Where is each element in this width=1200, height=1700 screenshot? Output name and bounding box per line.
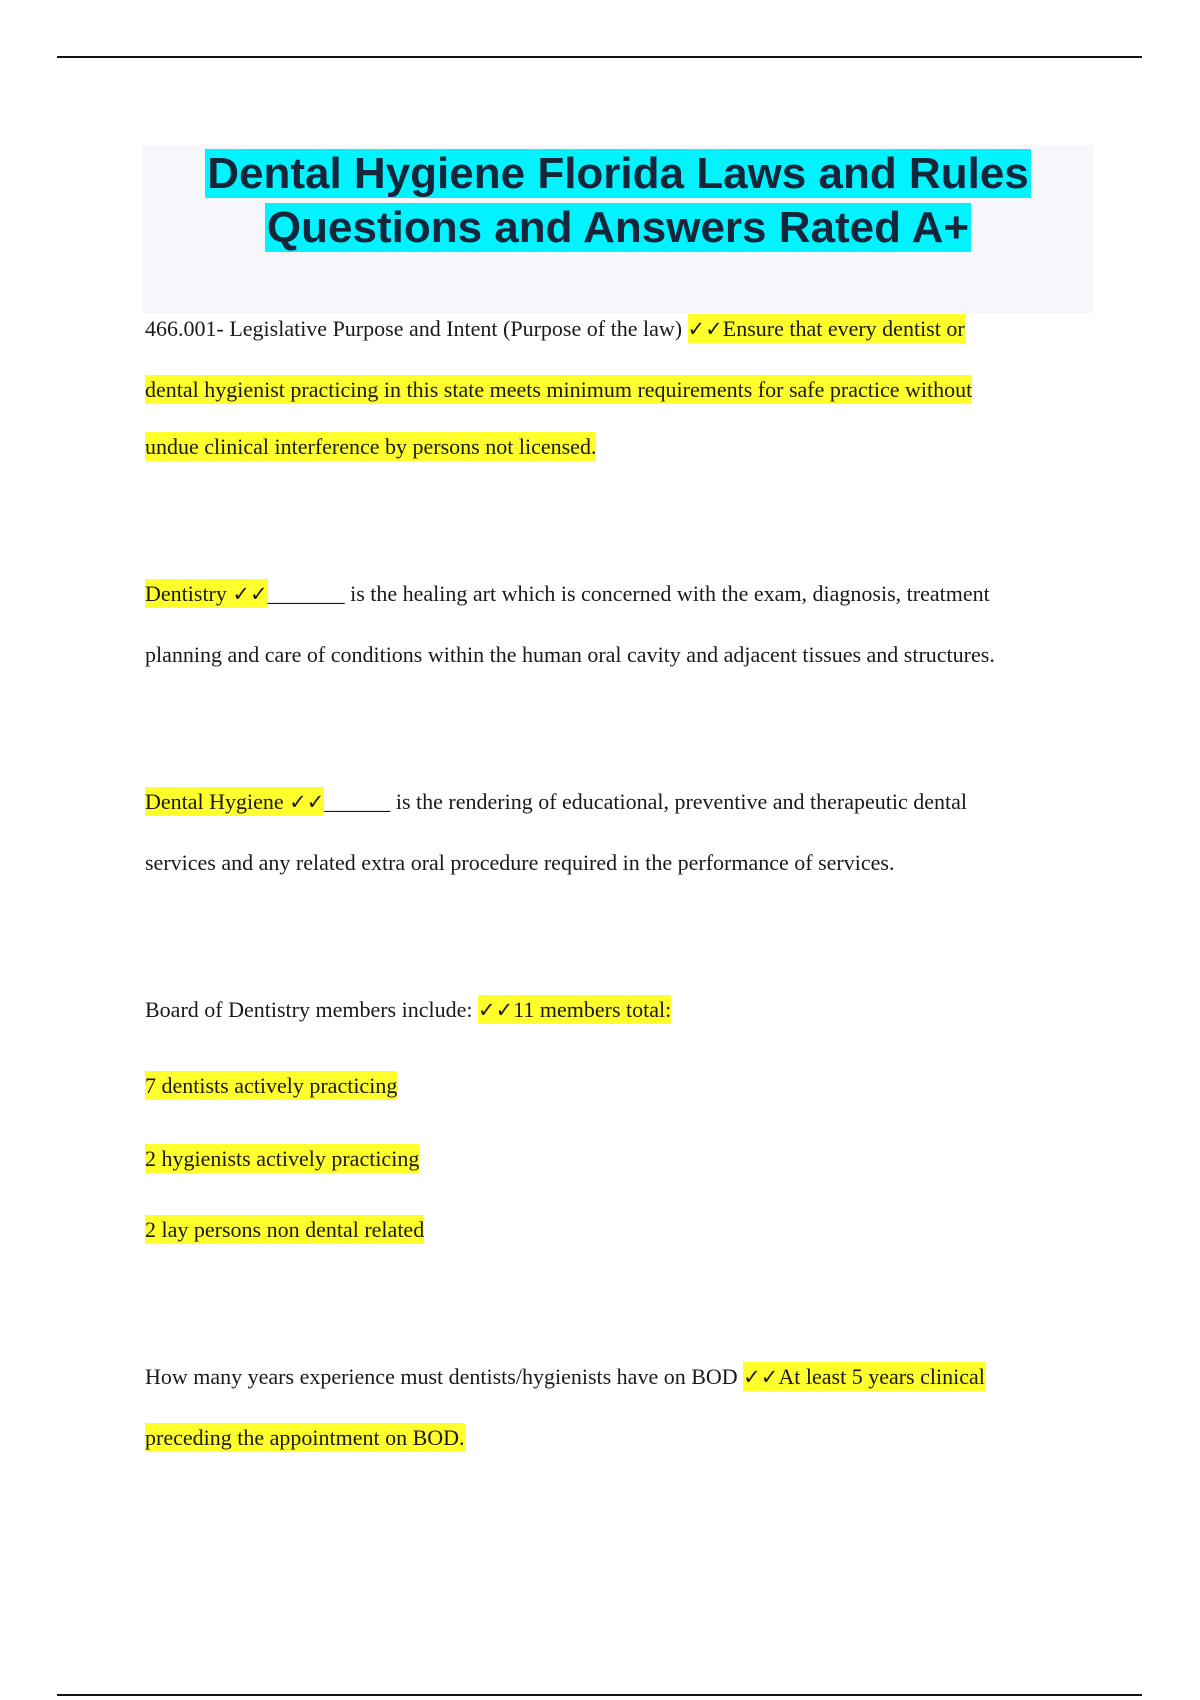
- qa4-item-2: 2 hygienists actively practicing: [145, 1146, 420, 1171]
- qa5-answer-line-1: At least 5 years clinical: [778, 1364, 985, 1389]
- qa3-question: ______ is the rendering of educational, preventive and therapeutic dental: [324, 789, 968, 814]
- qa3-line-1: [145, 787, 967, 817]
- page-title-line-2: Questions and Answers Rated A+: [266, 203, 970, 252]
- qa2-line-2: [145, 640, 995, 670]
- qa2-question-line-2: planning and care of conditions within the human oral cavity and adjacent tissues and structures.: [145, 642, 995, 667]
- qa5-answer-line-2: preceding the appointment on BOD.: [145, 1425, 465, 1450]
- qa1-line-2: [145, 375, 972, 405]
- page-title-line-1: Dental Hygiene Florida Laws and Rules: [207, 149, 1029, 198]
- qa4-answer-line-1: 11 members total:: [513, 997, 672, 1022]
- check-icon: ✓✓: [232, 582, 268, 606]
- qa5-line-1: [145, 1362, 985, 1392]
- qa4-item: [145, 1215, 424, 1245]
- qa2-question: _______ is the healing art which is concerned with the exam, diagnosis, treatment: [267, 581, 990, 606]
- check-icon: ✓✓: [477, 998, 514, 1022]
- check-icon: ✓✓: [743, 1365, 779, 1389]
- qa4-item-3: 2 lay persons non dental related: [145, 1217, 425, 1242]
- qa2-line-1: [145, 579, 990, 609]
- qa4-line-1: [145, 995, 671, 1025]
- qa4-item: [145, 1144, 419, 1174]
- check-icon: ✓✓: [289, 790, 325, 814]
- qa1-answer-line-3: undue clinical interference by persons not licensed.: [145, 434, 597, 459]
- qa4-question: Board of Dentistry members include:: [145, 997, 473, 1022]
- qa5-question: How many years experience must dentists/hygienists have on BOD: [145, 1364, 738, 1389]
- qa3-answer: Dental Hygiene: [145, 789, 284, 814]
- qa3-line-2: [145, 848, 894, 878]
- qa4-item: [145, 1071, 397, 1101]
- qa4-item-1: 7 dentists actively practicing: [145, 1073, 398, 1098]
- qa5-line-2: [145, 1423, 465, 1453]
- qa1-question: 466.001- Legislative Purpose and Intent (Purpose of the law): [145, 316, 683, 341]
- title-block: [143, 145, 1093, 313]
- qa1-line-3: [145, 432, 596, 462]
- top-rule: [57, 56, 1142, 58]
- bottom-rule: [57, 1694, 1142, 1696]
- qa1-answer-line-1: Ensure that every dentist or: [722, 316, 965, 341]
- qa1-line-1: [145, 314, 965, 344]
- qa3-question-line-2: services and any related extra oral procedure required in the performance of services.: [145, 850, 895, 875]
- qa2-answer: Dentistry: [145, 581, 227, 606]
- check-icon: ✓✓: [687, 317, 723, 341]
- qa1-answer-line-2: dental hygienist practicing in this state meets minimum requirements for safe practice without: [145, 377, 973, 402]
